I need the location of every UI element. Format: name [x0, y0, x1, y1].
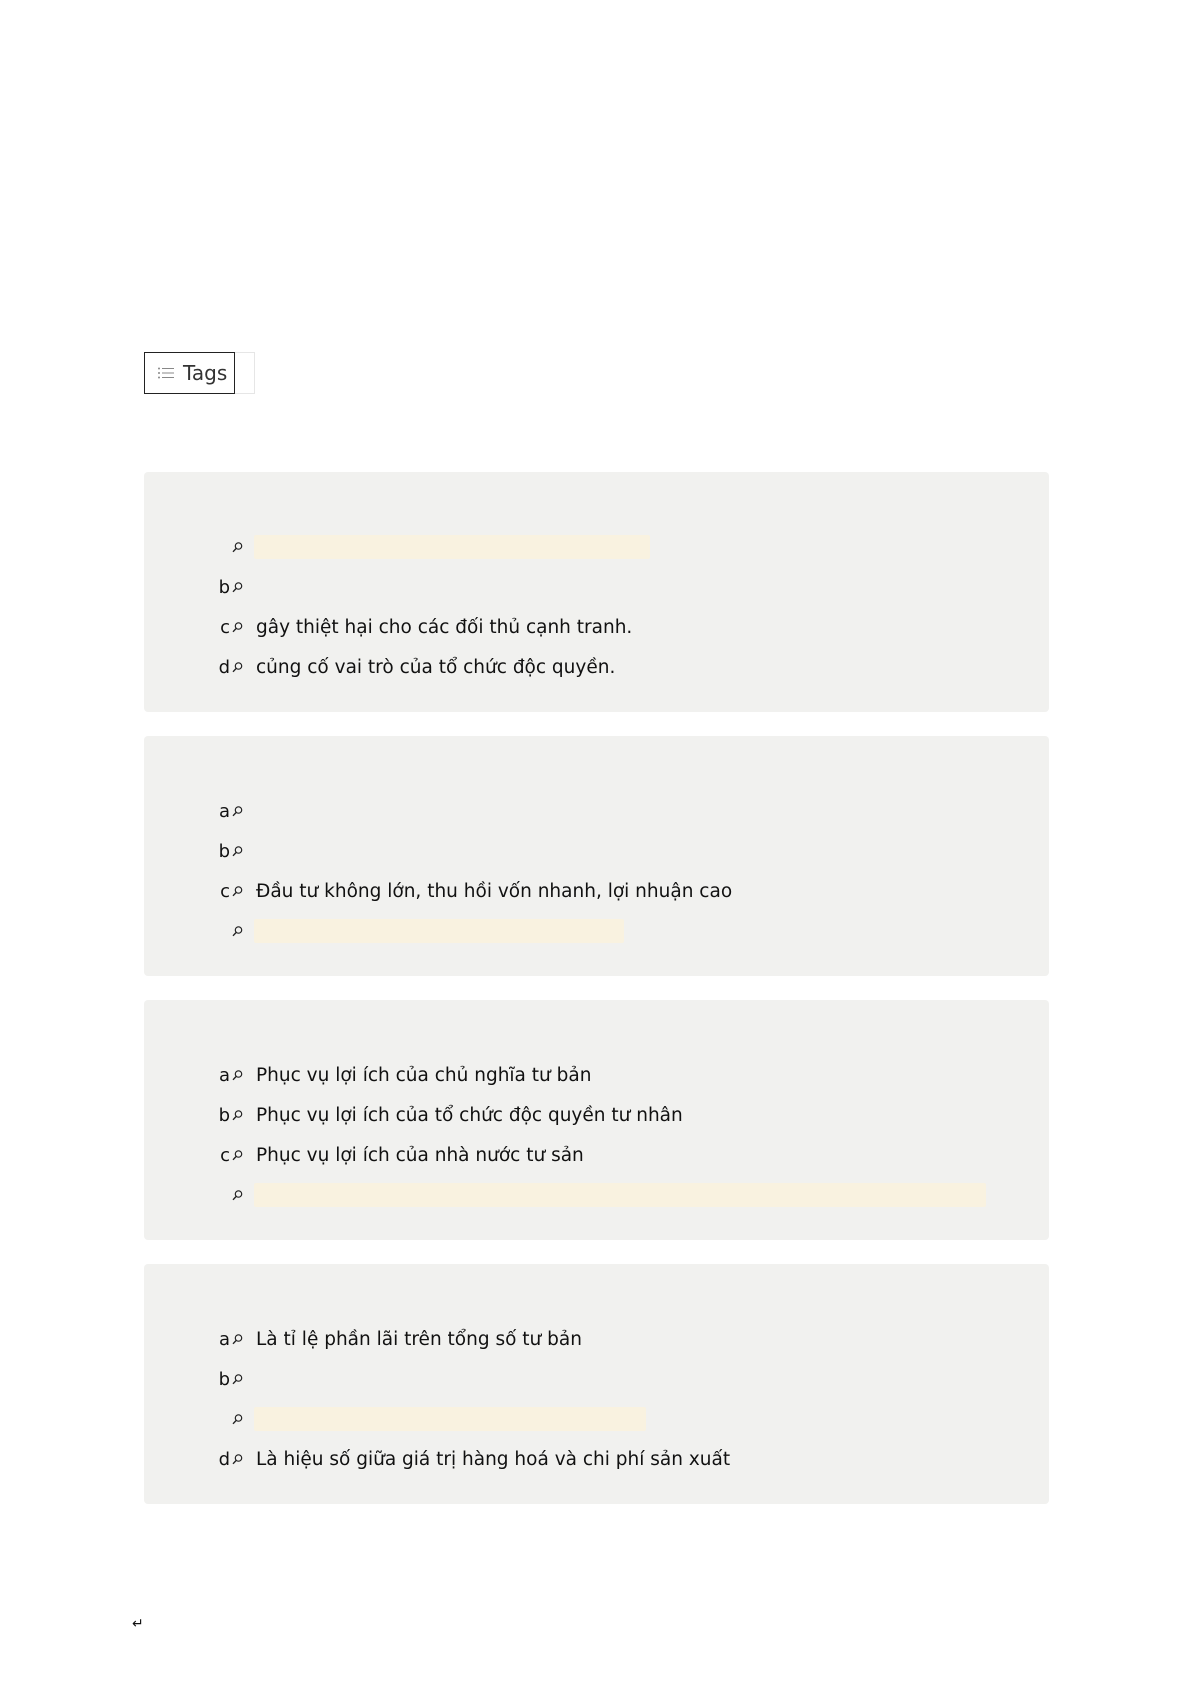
magnifier-icon	[231, 925, 244, 938]
option-row[interactable]	[216, 1364, 256, 1394]
magnifier-icon	[231, 581, 244, 594]
option-text: Là hiệu số giữa giá trị hàng hoá và chi phí sản xuất	[256, 1448, 731, 1470]
option-row[interactable]	[216, 572, 256, 602]
question-card-2	[144, 736, 1049, 976]
magnifier-icon	[231, 885, 244, 898]
magnifier-icon	[231, 1109, 244, 1122]
option-row[interactable]	[216, 652, 615, 682]
option-row[interactable]	[216, 1180, 256, 1210]
magnifier-icon	[231, 1413, 244, 1426]
option-row[interactable]	[216, 916, 256, 946]
answer-highlight	[254, 1407, 646, 1431]
option-row[interactable]	[216, 1444, 730, 1474]
magnifier-icon	[231, 845, 244, 858]
tags-button[interactable]	[144, 352, 235, 394]
magnifier-icon	[231, 1189, 244, 1202]
option-row[interactable]	[216, 612, 632, 642]
option-row[interactable]	[216, 1060, 591, 1090]
option-letter: b	[218, 1368, 230, 1390]
option-row[interactable]	[216, 1404, 256, 1434]
option-text: củng cố vai trò của tổ chức độc quyền.	[256, 656, 616, 678]
answer-highlight	[254, 535, 650, 559]
list-icon	[157, 366, 175, 380]
option-row[interactable]	[216, 1140, 584, 1170]
tags-container	[144, 352, 255, 394]
magnifier-icon	[231, 1149, 244, 1162]
tags-label: Tags	[183, 361, 228, 385]
magnifier-icon	[231, 1453, 244, 1466]
option-letter: a	[218, 1328, 230, 1350]
option-text: Phục vụ lợi ích của tổ chức độc quyền tư nhân	[256, 1104, 683, 1126]
option-letter: c	[220, 880, 230, 902]
magnifier-icon	[231, 805, 244, 818]
option-text: Là tỉ lệ phần lãi trên tổng số tư bản	[256, 1328, 582, 1350]
option-row[interactable]	[216, 532, 256, 562]
return-mark: ↵	[132, 1616, 144, 1632]
answer-highlight	[254, 919, 624, 943]
option-letter: c	[220, 616, 230, 638]
option-letter: b	[218, 576, 230, 598]
magnifier-icon	[231, 1333, 244, 1346]
option-letter: d	[218, 1448, 230, 1470]
option-text: Phục vụ lợi ích của chủ nghĩa tư bản	[256, 1064, 592, 1086]
question-card-3	[144, 1000, 1049, 1240]
option-letter: a	[218, 800, 230, 822]
option-row[interactable]	[216, 1100, 683, 1130]
magnifier-icon	[231, 1373, 244, 1386]
option-row[interactable]	[216, 796, 256, 826]
magnifier-icon	[231, 621, 244, 634]
question-card-4	[144, 1264, 1049, 1504]
magnifier-icon	[231, 541, 244, 554]
option-letter: c	[220, 1144, 230, 1166]
option-row[interactable]	[216, 1324, 582, 1354]
option-letter: d	[218, 656, 230, 678]
option-text: gây thiệt hại cho các đối thủ cạnh tranh.	[256, 616, 633, 638]
option-letter: b	[218, 1104, 230, 1126]
magnifier-icon	[231, 1069, 244, 1082]
option-letter: a	[218, 1064, 230, 1086]
option-letter: b	[218, 840, 230, 862]
option-text: Đầu tư không lớn, thu hồi vốn nhanh, lợi nhuận cao	[256, 880, 733, 902]
question-card-1	[144, 472, 1049, 712]
magnifier-icon	[231, 661, 244, 674]
option-text: Phục vụ lợi ích của nhà nước tư sản	[256, 1144, 584, 1166]
option-row[interactable]	[216, 876, 732, 906]
option-row[interactable]	[216, 836, 256, 866]
answer-highlight	[254, 1183, 986, 1207]
